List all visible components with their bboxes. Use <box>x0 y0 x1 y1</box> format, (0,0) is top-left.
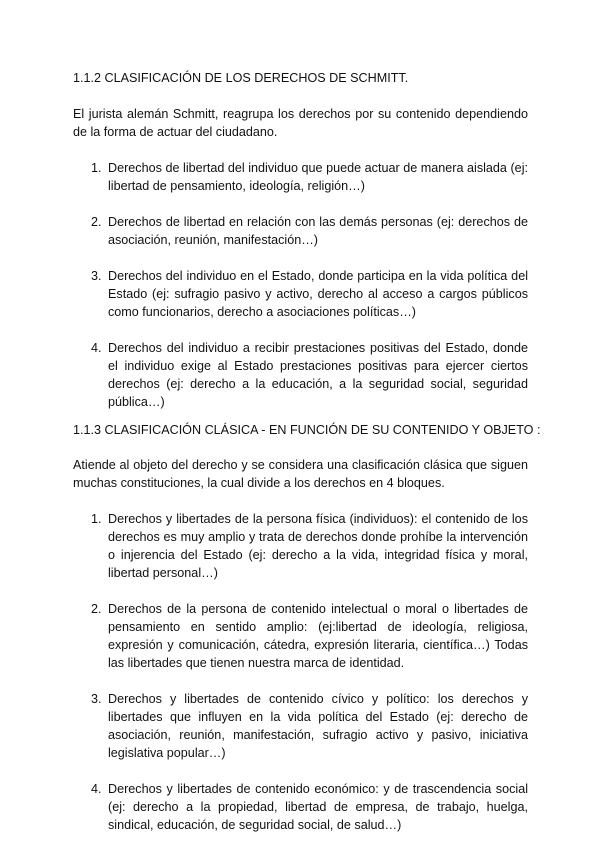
list-item-number: 1. <box>91 161 102 175</box>
list-item <box>73 159 528 195</box>
list-item-text: Derechos de libertad en relación con las demás personas (ej: derechos de asociación, reunión, manifestación…) <box>108 215 528 247</box>
list-item <box>73 339 528 411</box>
section-intro-clasica: Atiende al objeto del derecho y se considera una clasificación clásica que siguen muchas constituciones, la cual divide a los derechos en 4 bloques. <box>73 458 528 490</box>
document-page <box>73 69 541 834</box>
list-item <box>73 213 528 249</box>
list-item-text: Derechos de libertad del individuo que puede actuar de manera aislada (ej: libertad de pensamiento, ideología, religión…) <box>108 161 528 193</box>
list-item-text: Derechos del individuo a recibir prestaciones positivas del Estado, donde el individuo exige al Estado prestaciones positivas para ejercer ciertos derechos (ej: derecho a la educación, a la seguridad social, seguridad pública…) <box>108 341 528 409</box>
list-item-text: Derechos y libertades de contenido económico: y de trascendencia social (ej: derecho a la propiedad, libertad de empresa, de trabajo, huelga, sindical, educación, de seguridad social, de salud…) <box>108 782 528 832</box>
list-item <box>73 690 528 762</box>
list-item <box>73 267 528 321</box>
list-item <box>73 510 528 582</box>
list-item-number: 3. <box>91 269 102 283</box>
schmitt-rights-list <box>73 159 528 411</box>
list-item-text: Derechos y libertades de la persona física (individuos): el contenido de los derechos es muy amplio y trata de derechos donde prohíbe la intervención o injerencia del Estado (ej: derecho a la vida, integridad física y moral, libertad personal…) <box>108 512 528 580</box>
list-item-number: 2. <box>91 602 102 616</box>
list-item <box>73 780 528 834</box>
section-heading-schmitt: 1.1.2 CLASIFICACIÓN DE LOS DERECHOS DE SCHMITT. <box>73 71 409 85</box>
list-item-text: Derechos del individuo en el Estado, donde participa en la vida política del Estado (ej: sufragio pasivo y activo, derecho al acceso a cargos públicos como funcionarios, derecho a asociaciones políticas…) <box>108 269 528 319</box>
list-item-text: Derechos y libertades de contenido cívico y político: los derechos y libertades que influyen en la vida política del Estado (ej: derecho de asociación, reunión, manifestación, sufragio activo y pasivo, iniciativa legislativa popular…) <box>108 692 528 760</box>
clasica-rights-list <box>73 510 528 834</box>
list-item-number: 4. <box>91 341 102 355</box>
section-heading-clasica: 1.1.3 CLASIFICACIÓN CLÁSICA - EN FUNCIÓN DE SU CONTENIDO Y OBJETO : <box>73 423 541 437</box>
list-item <box>73 600 528 672</box>
section-intro-schmitt: El jurista alemán Schmitt, reagrupa los derechos por su contenido dependiendo de la forma de actuar del ciudadano. <box>73 107 528 139</box>
list-item-number: 1. <box>91 512 102 526</box>
list-item-number: 3. <box>91 692 102 706</box>
list-item-text: Derechos de la persona de contenido intelectual o moral o libertades de pensamiento en sentido amplio: (ej:libertad de ideología, religiosa, expresión y comunicación, cátedra, expresión literaria, científica…) Todas las libertades que tienen nuestra marca de identidad. <box>108 602 528 670</box>
list-item-number: 2. <box>91 215 102 229</box>
list-item-number: 4. <box>91 782 102 796</box>
